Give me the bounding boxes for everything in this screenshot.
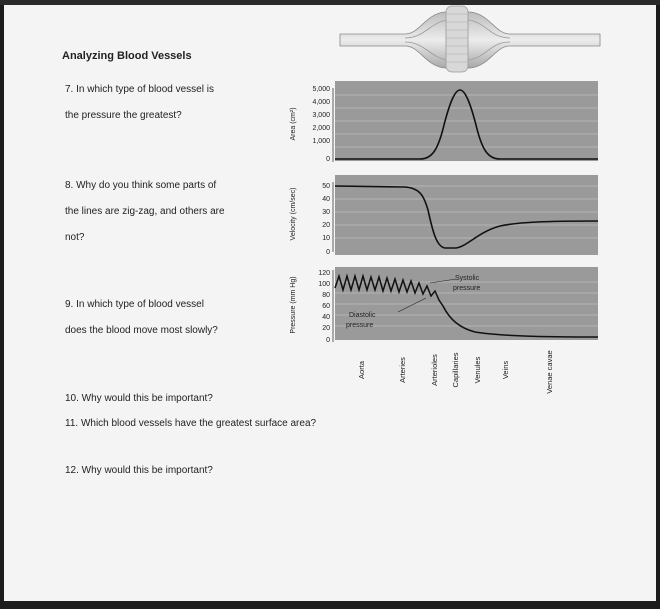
systolic-label-line-1: Systolic bbox=[455, 275, 480, 282]
area-tick: 0 bbox=[326, 156, 330, 163]
question-12: 12. Why would this be important? bbox=[65, 465, 213, 476]
pressure-axis-label: Pressure (mm Hg) bbox=[290, 276, 297, 334]
velocity-panel bbox=[290, 175, 598, 256]
area-tick: 1,000 bbox=[312, 138, 330, 145]
pressure-tick: 80 bbox=[322, 292, 330, 299]
velocity-tick: 0 bbox=[326, 249, 330, 256]
velocity-axis-label: Velocity (cm/sec) bbox=[290, 187, 297, 241]
vessel-label-venules: Venules bbox=[473, 356, 482, 384]
question-10: 10. Why would this be important? bbox=[65, 393, 213, 404]
pressure-tick: 60 bbox=[322, 303, 330, 310]
area-tick: 5,000 bbox=[312, 86, 330, 93]
systolic-label-line-2: pressure bbox=[453, 285, 481, 292]
velocity-tick: 20 bbox=[322, 222, 330, 229]
diastolic-label-line-1: Diastolic bbox=[349, 312, 376, 319]
question-8-line-3: not? bbox=[65, 232, 85, 243]
velocity-tick: 50 bbox=[322, 183, 330, 190]
vessel-label-veins: Veins bbox=[501, 360, 510, 380]
question-11: 11. Which blood vessels have the greatest surface area? bbox=[65, 418, 317, 429]
pressure-panel bbox=[290, 267, 598, 344]
question-7-line-1: 7. In which type of blood vessel is bbox=[65, 84, 214, 95]
question-8-line-1: 8. Why do you think some parts of bbox=[65, 180, 217, 191]
question-9-line-2: does the blood move most slowly? bbox=[65, 325, 218, 336]
question-9-line-1: 9. In which type of blood vessel bbox=[65, 299, 204, 310]
pressure-tick: 20 bbox=[322, 325, 330, 332]
pressure-tick: 100 bbox=[318, 281, 330, 288]
vessel-label-venae-cavae: Venae cavae bbox=[545, 350, 554, 394]
vessel-illustration bbox=[340, 6, 600, 72]
vessel-label-aorta: Aorta bbox=[357, 361, 366, 379]
velocity-tick: 10 bbox=[322, 235, 330, 242]
area-tick: 4,000 bbox=[312, 99, 330, 106]
area-panel bbox=[290, 81, 598, 163]
pressure-tick: 120 bbox=[318, 270, 330, 277]
diastolic-label-line-2: pressure bbox=[346, 322, 374, 329]
vessel-label-arterioles: Arterioles bbox=[430, 354, 439, 386]
velocity-tick: 40 bbox=[322, 196, 330, 203]
area-tick: 2,000 bbox=[312, 125, 330, 132]
pressure-tick: 40 bbox=[322, 314, 330, 321]
area-axis-label: Area (cm²) bbox=[290, 107, 297, 141]
worksheet-title: Analyzing Blood Vessels bbox=[62, 50, 192, 62]
vessel-labels bbox=[357, 350, 554, 393]
question-8-line-2: the lines are zig-zag, and others are bbox=[65, 206, 225, 217]
vessel-label-arteries: Arteries bbox=[398, 357, 407, 383]
velocity-tick: 30 bbox=[322, 209, 330, 216]
question-7-line-2: the pressure the greatest? bbox=[65, 110, 182, 121]
area-tick: 3,000 bbox=[312, 112, 330, 119]
vessel-label-capillaries: Capillaries bbox=[451, 352, 460, 388]
pressure-tick: 0 bbox=[326, 337, 330, 344]
